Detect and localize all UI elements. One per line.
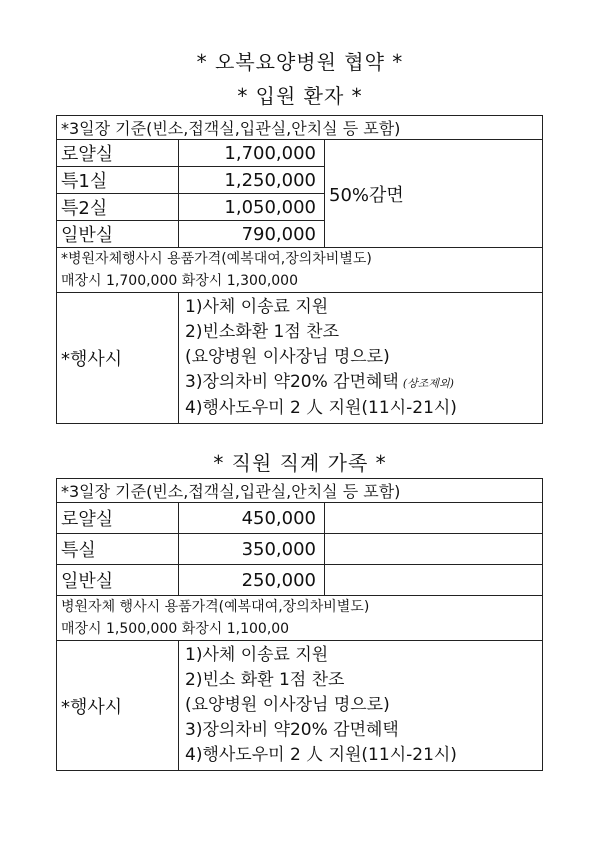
- room-price: 790,000: [179, 221, 325, 248]
- room-price: 350,000: [179, 534, 325, 565]
- empty-cell: [325, 534, 543, 565]
- benefit-item: (요양병원 이사장님 명으로): [185, 695, 390, 715]
- empty-cell: [325, 565, 543, 596]
- benefit-item: (요양병원 이사장님 명으로): [185, 347, 390, 367]
- room-name: 로얄실: [57, 140, 179, 167]
- room-price: 1,050,000: [179, 194, 325, 221]
- table-row: [57, 503, 543, 534]
- room-name: 일반실: [57, 221, 179, 248]
- event-benefits: [179, 293, 543, 424]
- room-price: 1,250,000: [179, 167, 325, 194]
- inpatient-header: *3일장 기준(빈소,접객실,입관실,안치실 등 포함): [57, 116, 543, 140]
- empty-cell: [325, 503, 543, 534]
- section1-title: * 입원 환자 *: [237, 84, 363, 108]
- family-table: [56, 478, 543, 771]
- supplies-note-line1: 병원자체 행사시 용품가격(예복대여,장의차비별도): [61, 599, 370, 615]
- supplies-note: [57, 248, 543, 293]
- room-name: 특실: [57, 534, 179, 565]
- event-benefits: [179, 641, 543, 771]
- supplies-note-line2: 매장시 1,700,000 화장시 1,300,000: [61, 273, 298, 289]
- room-price: 450,000: [179, 503, 325, 534]
- table-row: [57, 140, 543, 167]
- family-header: *3일장 기준(빈소,접객실,입관실,안치실 등 포함): [57, 479, 543, 503]
- benefit-item: 3)장의차비 약20% 감면혜택: [185, 720, 399, 740]
- benefit-item: 4)행사도우미 2 人 지원(11시-21시): [185, 398, 457, 418]
- benefit-item: 3)장의차비 약20% 감면혜택: [185, 372, 399, 392]
- handwritten-note: (상조제외): [402, 377, 454, 390]
- room-name: 특1실: [57, 167, 179, 194]
- section2-title: * 직원 직계 가족 *: [213, 451, 387, 475]
- supplies-note-line1: *병원자체행사시 용품가격(예복대여,장의차비별도): [61, 251, 372, 267]
- supplies-note: [57, 596, 543, 641]
- inpatient-table: [56, 115, 543, 424]
- room-name: 특2실: [57, 194, 179, 221]
- benefit-item: 1)사체 이송료 지원: [185, 297, 329, 317]
- benefit-item: 2)빈소화환 1점 찬조: [185, 322, 340, 342]
- benefit-item: 2)빈소 화환 1점 찬조: [185, 670, 345, 690]
- room-price: 1,700,000: [179, 140, 325, 167]
- table-row: [57, 534, 543, 565]
- supplies-note-line2: 매장시 1,500,000 화장시 1,100,00: [61, 621, 290, 637]
- event-label: *행사시: [57, 641, 179, 771]
- room-price: 250,000: [179, 565, 325, 596]
- room-name: 일반실: [57, 565, 179, 596]
- main-title: * 오복요양병원 협약 *: [196, 50, 404, 74]
- event-label: *행사시: [57, 293, 179, 424]
- room-name: 로얄실: [57, 503, 179, 534]
- benefit-item: 4)행사도우미 2 人 지원(11시-21시): [185, 745, 457, 765]
- benefit-item-with-note: [185, 370, 536, 396]
- discount-text: 50%감면: [325, 140, 543, 248]
- benefit-item: 1)사체 이송료 지원: [185, 645, 329, 665]
- table-row: [57, 565, 543, 596]
